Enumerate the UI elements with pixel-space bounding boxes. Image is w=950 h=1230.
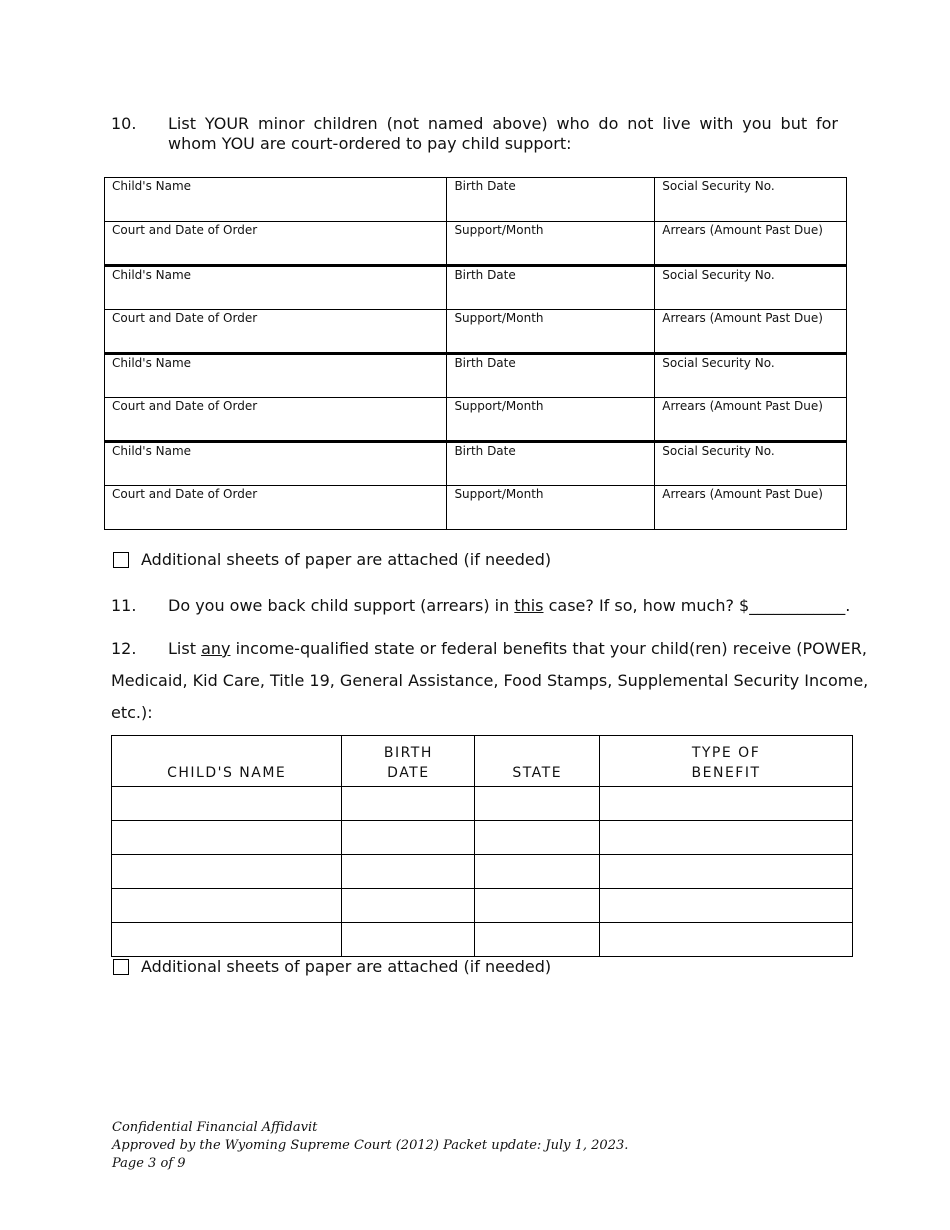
additional-sheets-label: Additional sheets of paper are attached (if needed) [141, 957, 552, 976]
childs-name-cell[interactable]: Child's Name [105, 442, 447, 486]
ssn-cell[interactable]: Social Security No. [655, 266, 847, 310]
additional-sheets-row [113, 957, 551, 977]
childs-name-cell[interactable] [112, 923, 342, 957]
question-12-text-a: List [168, 639, 202, 658]
table-row [112, 923, 853, 957]
header-state: STATE [475, 736, 600, 787]
additional-sheets-row [113, 550, 551, 570]
childs-name-cell[interactable] [112, 855, 342, 889]
table-row [105, 310, 847, 354]
table-row [112, 855, 853, 889]
birth-date-cell[interactable]: Birth Date [447, 354, 655, 398]
table-row [105, 222, 847, 266]
question-11-underlined: this [514, 596, 544, 615]
ssn-cell[interactable]: Social Security No. [655, 442, 847, 486]
additional-sheets-label: Additional sheets of paper are attached (if needed) [141, 550, 552, 569]
footer-approval: Approved by the Wyoming Supreme Court (2012) Packet update: July 1, 2023. [112, 1138, 629, 1153]
court-date-cell[interactable]: Court and Date of Order [105, 222, 447, 266]
birth-date-cell[interactable]: Birth Date [447, 178, 655, 222]
table-row [112, 821, 853, 855]
benefit-cell[interactable] [600, 923, 853, 957]
question-12-line1 [168, 639, 867, 659]
question-12-underlined: any [201, 639, 231, 658]
table-row [105, 266, 847, 310]
ssn-cell[interactable]: Social Security No. [655, 354, 847, 398]
ssn-cell[interactable]: Social Security No. [655, 178, 847, 222]
childs-name-cell[interactable]: Child's Name [105, 178, 447, 222]
state-cell[interactable] [475, 787, 600, 821]
benefit-cell[interactable] [600, 787, 853, 821]
support-month-cell[interactable]: Support/Month [447, 222, 655, 266]
table-row [105, 178, 847, 222]
child-support-table [104, 177, 847, 530]
table-row [105, 398, 847, 442]
birth-date-cell[interactable] [342, 821, 475, 855]
childs-name-cell[interactable] [112, 787, 342, 821]
birth-date-cell[interactable] [342, 889, 475, 923]
question-12-line3: etc.): [111, 703, 153, 722]
table-row [105, 354, 847, 398]
footer-title: Confidential Financial Affidavit [112, 1120, 318, 1135]
page-footer [112, 1119, 628, 1173]
question-11-number: 11. [111, 596, 137, 615]
footer-page-number: Page 3 of 9 [112, 1156, 186, 1171]
additional-sheets-checkbox[interactable] [113, 552, 129, 568]
support-month-cell[interactable]: Support/Month [447, 486, 655, 530]
childs-name-cell[interactable]: Child's Name [105, 354, 447, 398]
birth-date-cell[interactable]: Birth Date [447, 266, 655, 310]
support-month-cell[interactable]: Support/Month [447, 310, 655, 354]
table-row [112, 889, 853, 923]
benefit-cell[interactable] [600, 855, 853, 889]
court-date-cell[interactable]: Court and Date of Order [105, 310, 447, 354]
birth-date-cell[interactable] [342, 787, 475, 821]
question-12-line2: Medicaid, Kid Care, Title 19, General Assistance, Food Stamps, Supplemental Security Income, [111, 671, 869, 690]
header-childs-name: CHILD'S NAME [112, 736, 342, 787]
arrears-cell[interactable]: Arrears (Amount Past Due) [655, 222, 847, 266]
question-12-number: 12. [111, 639, 137, 658]
birth-date-cell[interactable] [342, 923, 475, 957]
support-month-cell[interactable]: Support/Month [447, 398, 655, 442]
table-header-row [112, 736, 853, 787]
question-11-text-b: case? If so, how much? $____________. [543, 596, 851, 615]
court-date-cell[interactable]: Court and Date of Order [105, 486, 447, 530]
childs-name-cell[interactable] [112, 889, 342, 923]
state-cell[interactable] [475, 855, 600, 889]
court-date-cell[interactable]: Court and Date of Order [105, 398, 447, 442]
birth-date-cell[interactable]: Birth Date [447, 442, 655, 486]
state-cell[interactable] [475, 889, 600, 923]
childs-name-cell[interactable] [112, 821, 342, 855]
question-11-text-a: Do you owe back child support (arrears) in [168, 596, 515, 615]
header-type-of-benefit: TYPE OF BENEFIT [600, 736, 853, 787]
state-cell[interactable] [475, 821, 600, 855]
additional-sheets-checkbox[interactable] [113, 959, 129, 975]
table-row [105, 442, 847, 486]
benefit-cell[interactable] [600, 821, 853, 855]
question-11-text [168, 596, 850, 616]
arrears-cell[interactable]: Arrears (Amount Past Due) [655, 310, 847, 354]
question-12-text-b: income-qualified state or federal benefits that your child(ren) receive (POWER, [230, 639, 867, 658]
table-row [112, 787, 853, 821]
childs-name-cell[interactable]: Child's Name [105, 266, 447, 310]
arrears-cell[interactable]: Arrears (Amount Past Due) [655, 486, 847, 530]
birth-date-cell[interactable] [342, 855, 475, 889]
state-cell[interactable] [475, 923, 600, 957]
question-10-number: 10. [111, 114, 137, 133]
question-10-text: List YOUR minor children (not named above) who do not live with you but for whom YOU are court-ordered to pay child support: [168, 114, 838, 153]
arrears-cell[interactable]: Arrears (Amount Past Due) [655, 398, 847, 442]
table-row [105, 486, 847, 530]
header-birth-date: BIRTH DATE [342, 736, 475, 787]
benefits-table [111, 735, 853, 957]
benefit-cell[interactable] [600, 889, 853, 923]
